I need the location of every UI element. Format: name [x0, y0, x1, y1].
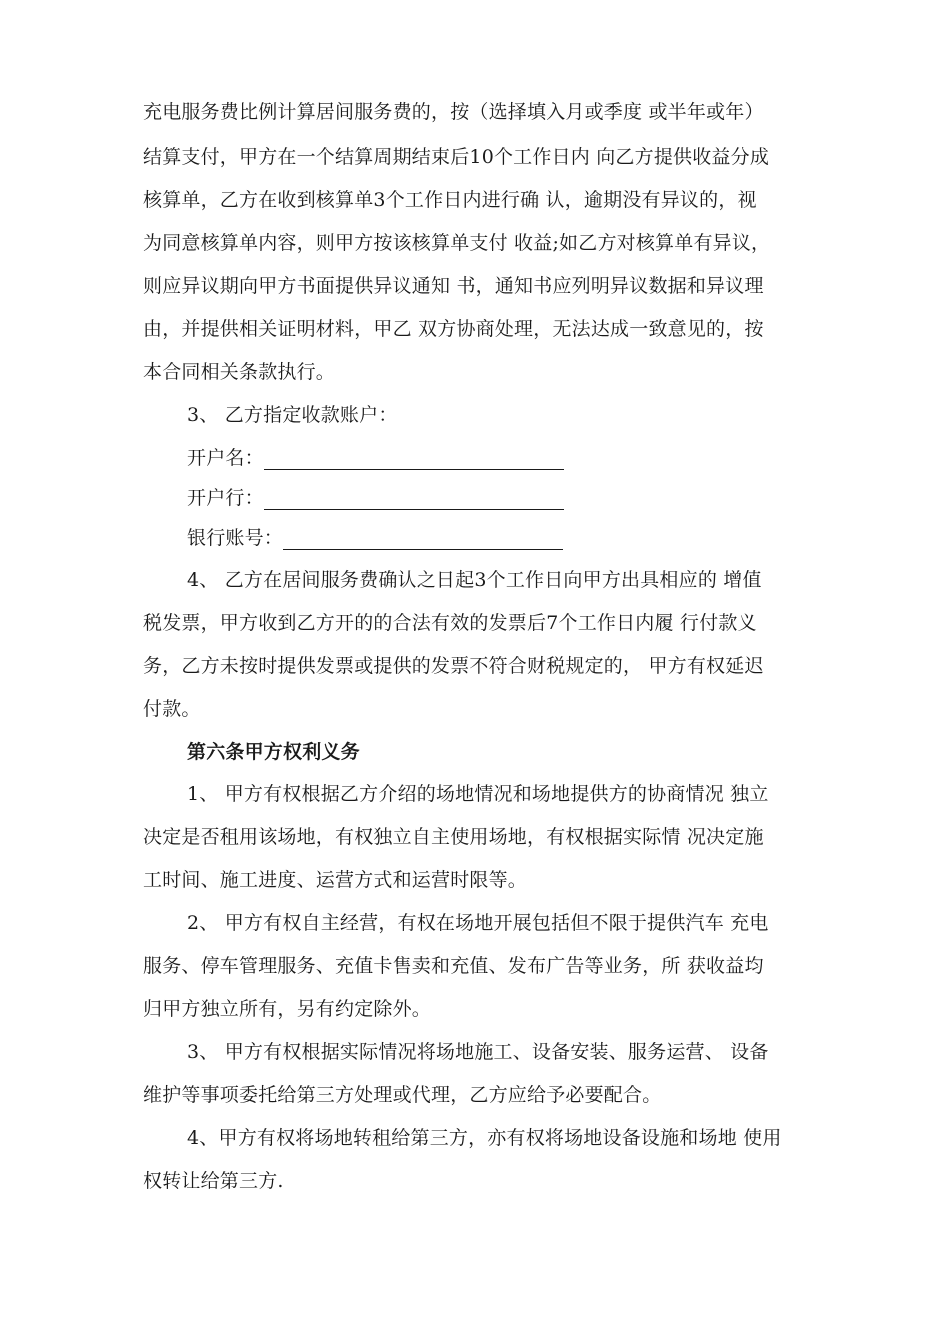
- clause2-line: 服务、停车管理服务、充值卡售卖和充值、发布广告等业务，所 获收益均: [143, 955, 764, 977]
- bank-field[interactable]: [264, 489, 564, 510]
- account-name-field[interactable]: [264, 449, 564, 470]
- item4-line: 4、 乙方在居间服务费确认之日起3个工作日向甲方出具相应的 增值: [187, 569, 762, 591]
- item3-heading: 3、 乙方指定收款账户：: [187, 404, 398, 426]
- bank-row: [187, 486, 564, 510]
- item4-line: 务，乙方未按时提供发票或提供的发票不符合财税规定的， 甲方有权延迟: [143, 655, 764, 677]
- clause1-line: 1、 甲方有权根据乙方介绍的场地情况和场地提供方的协商情况 独立: [187, 783, 769, 805]
- account-number-row: [187, 526, 563, 550]
- clause2-line: 2、 甲方有权自主经营，有权在场地开展包括但不限于提供汽车 充电: [187, 912, 769, 934]
- fee-paragraph-line: 结算支付，甲方在一个结算周期结束后10个工作日内 向乙方提供收益分成: [143, 146, 770, 168]
- clause4-line: 权转让给第三方.: [143, 1170, 284, 1192]
- fee-paragraph-line: 本合同相关条款执行。: [143, 361, 336, 383]
- fee-paragraph-line: 由，并提供相关证明材料，甲乙 双方协商处理，无法达成一致意见的，按: [143, 318, 764, 340]
- bank-label: 开户行：: [187, 487, 264, 509]
- clause3-line: 3、 甲方有权根据实际情况将场地施工、设备安装、服务运营、 设备: [187, 1041, 769, 1063]
- account-number-label: 银行账号：: [187, 527, 284, 549]
- item4-line: 税发票，甲方收到乙方开的的合法有效的发票后7个工作日内履 行付款义: [143, 612, 757, 634]
- clause1-line: 工时间、施工进度、运营方式和运营时限等。: [143, 869, 528, 891]
- clause1-line: 决定是否租用该场地，有权独立自主使用场地，有权根据实际情 况决定施: [143, 826, 764, 848]
- clause3-line: 维护等事项委托给第三方处理或代理，乙方应给予必要配合。: [143, 1084, 662, 1106]
- account-name-label: 开户名：: [187, 447, 264, 469]
- fee-paragraph-line: 为同意核算单内容，则甲方按该核算单支付 收益;如乙方对核算单有异议，: [143, 232, 771, 254]
- account-number-field[interactable]: [283, 529, 563, 550]
- fee-paragraph-line: 核算单，乙方在收到核算单3个工作日内进行确 认，逾期没有异议的，视: [143, 189, 757, 211]
- article6-heading: 第六条甲方权利义务: [187, 741, 360, 763]
- fee-paragraph-line: 充电服务费比例计算居间服务费的，按（选择填入月或季度 或半年或年）: [143, 101, 764, 123]
- item4-line: 付款。: [143, 698, 201, 720]
- clause2-line: 归甲方独立所有，另有约定除外。: [143, 998, 432, 1020]
- account-name-row: [187, 446, 564, 470]
- clause4-line: 4、甲方有权将场地转租给第三方，亦有权将场地设备设施和场地 使用: [187, 1127, 782, 1149]
- fee-paragraph-line: 则应异议期向甲方书面提供异议通知 书，通知书应列明异议数据和异议理: [143, 275, 764, 297]
